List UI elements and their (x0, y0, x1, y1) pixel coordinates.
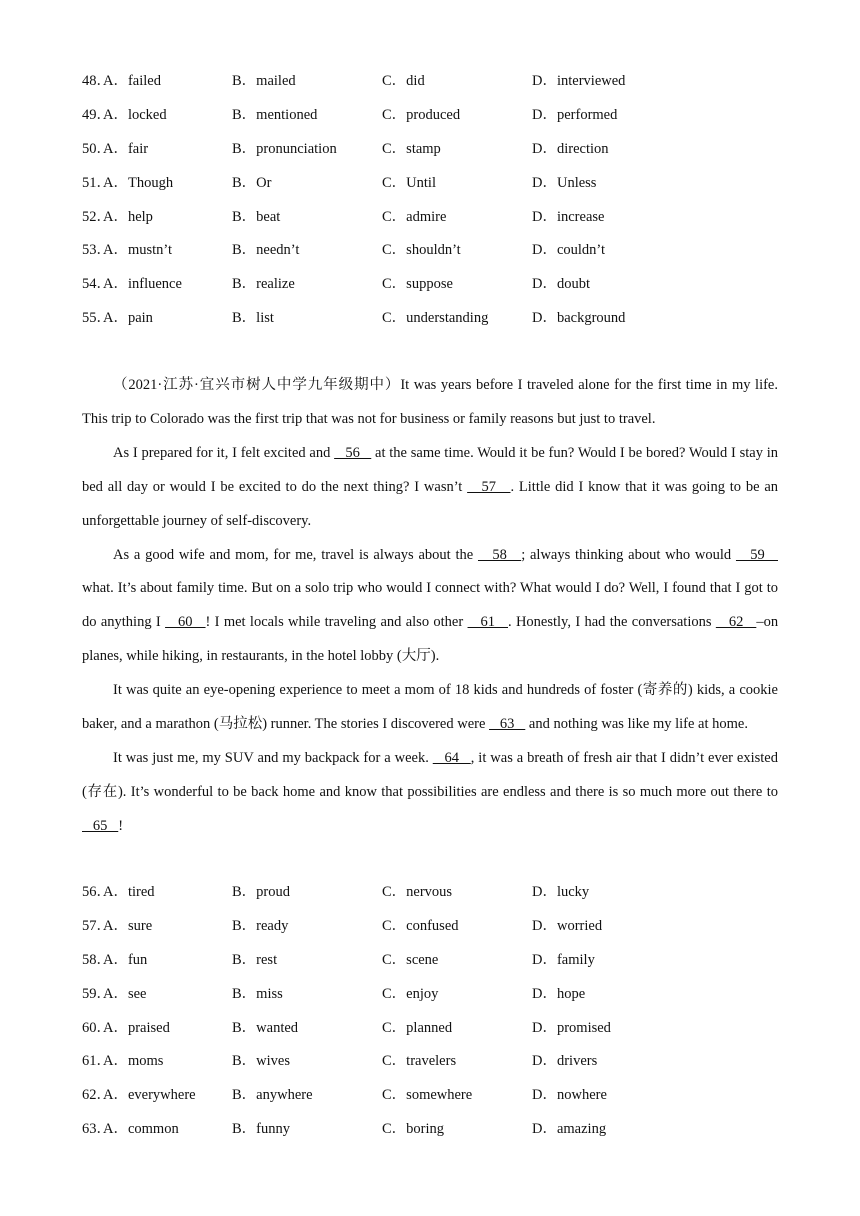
passage-text: ; always thinking about who would (521, 546, 736, 563)
blank-57: 57 (467, 478, 511, 495)
option-b: B．ready (232, 917, 289, 934)
blank-62: 62 (715, 614, 757, 631)
passage-text: ! (118, 817, 124, 834)
passage-text: and nothing was like my life at home. (525, 716, 748, 733)
option-a: A．see (103, 985, 147, 1002)
option-c: C．did (382, 73, 425, 89)
option-a: A．failed (103, 73, 161, 89)
option-d: D．family (532, 951, 595, 968)
question-row-55 (82, 302, 782, 336)
passage-text: It was quite an eye-opening experience to meet a mom of 18 kids and hundreds of foster (寄养的) kids, a cookie baker, and a marathon (马拉松) runner. The stories I discovered were (82, 682, 778, 733)
option-c: C．shouldn’t (382, 242, 461, 259)
blank-63: 63 (489, 716, 526, 733)
option-c: C．planned (382, 1019, 453, 1036)
passage-text: what. It’s about family time. But on a solo trip who would I connect with? What would I do? Well, I found that I got to do anything I (82, 580, 778, 631)
question-row-63 (82, 1113, 782, 1147)
question-row-61 (82, 1045, 782, 1079)
option-d: D．amazing (532, 1121, 607, 1138)
option-b: B．wives (232, 1053, 290, 1070)
question-row-59 (82, 978, 782, 1012)
option-c: C．travelers (382, 1053, 457, 1070)
question-row-50 (82, 133, 782, 167)
option-d: D．performed (532, 106, 618, 123)
option-d: D．increase (532, 208, 605, 225)
option-a: A．pain (103, 310, 153, 327)
option-a: A．sure (103, 917, 153, 934)
option-b: B．beat (232, 208, 281, 225)
options-56-63 (82, 876, 782, 1147)
blank-61: 61 (467, 614, 508, 631)
option-b: B．list (232, 310, 274, 327)
option-c: C．somewhere (382, 1087, 473, 1104)
passage-paragraph-4 (82, 674, 778, 742)
passage-text: –on planes, while hiking, in restaurants, in the hotel lobby (大厅). (82, 614, 779, 665)
option-a: A．mustn’t (103, 242, 173, 259)
option-a: A．Though (103, 174, 174, 191)
question-row-51 (82, 167, 782, 201)
option-c: C．produced (382, 106, 461, 123)
question-number: 56． (82, 884, 111, 900)
option-b: B．Or (232, 174, 272, 191)
option-d: D．interviewed (532, 73, 626, 89)
passage-text: . Honestly, I had the conversations (508, 614, 716, 631)
question-row-49 (82, 99, 782, 133)
passage-paragraph-3 (82, 539, 778, 675)
option-b: B．needn’t (232, 242, 300, 259)
question-number: 60． (82, 1019, 111, 1036)
option-b: B．pronunciation (232, 140, 337, 157)
option-c: C．enjoy (382, 985, 439, 1002)
option-a: A．locked (103, 106, 167, 123)
question-number: 48． (82, 73, 111, 89)
option-b: B．rest (232, 951, 278, 968)
question-number: 63． (82, 1121, 111, 1138)
option-a: A．moms (103, 1053, 164, 1070)
options-48-55 (82, 65, 782, 336)
option-c: C．stamp (382, 140, 441, 157)
question-row-62 (82, 1079, 782, 1113)
option-b: B．mailed (232, 73, 296, 89)
option-a: A．common (103, 1121, 179, 1138)
blank-59: 59 (735, 546, 778, 563)
passage-text: at the same time. Would it be fun? Would I be bored? Would I stay in bed all day or would I be excited to do the next thing? I wasn’t (82, 444, 778, 495)
option-a: A．fun (103, 951, 148, 968)
blank-56: 56 (334, 444, 372, 461)
passage-text: . Little did I know that it was going to be an unforgettable journey of self-discovery. (82, 478, 779, 529)
option-a: A．tired (103, 884, 155, 900)
question-number: 49． (82, 106, 111, 123)
option-b: B．funny (232, 1121, 290, 1138)
question-number: 50． (82, 140, 111, 157)
option-d: D．direction (532, 140, 609, 157)
option-d: D．nowhere (532, 1087, 607, 1104)
option-a: A．everywhere (103, 1087, 196, 1104)
option-a: A．help (103, 208, 153, 225)
option-b: B．anywhere (232, 1087, 313, 1104)
passage-text: It was just me, my SUV and my backpack for a week. (113, 749, 433, 766)
blank-65: 65 (82, 817, 119, 834)
blank-58: 58 (477, 546, 522, 563)
option-b: B．miss (232, 985, 283, 1002)
option-a: A．praised (103, 1019, 170, 1036)
option-d: D．background (532, 310, 626, 327)
option-c: C．nervous (382, 884, 453, 900)
question-row-57 (82, 910, 782, 944)
question-row-60 (82, 1012, 782, 1046)
passage-paragraph-1 (82, 369, 778, 437)
question-row-58 (82, 944, 782, 978)
option-c: C．boring (382, 1121, 445, 1138)
passage-paragraph-5 (82, 742, 778, 844)
question-row-56 (82, 876, 782, 910)
blank-64: 64 (432, 749, 471, 766)
option-c: C．admire (382, 208, 447, 225)
option-d: D．worried (532, 917, 603, 934)
question-number: 58． (82, 951, 111, 968)
option-d: D．promised (532, 1019, 611, 1036)
option-b: B．mentioned (232, 106, 318, 123)
option-a: A．influence (103, 276, 182, 293)
option-a: A．fair (103, 140, 149, 157)
passage-text: As I prepared for it, I felt excited and (113, 444, 335, 461)
passage-text: , it was a breath of fresh air that I didn’t ever existed (存在). It’s wonderful to be back home and know that possibilities are endless and there is so much more out there to (82, 749, 778, 800)
option-d: D．drivers (532, 1053, 598, 1070)
option-b: B．proud (232, 884, 290, 900)
passage-text: As a good wife and mom, for me, travel is always about the (113, 546, 478, 563)
option-d: D．doubt (532, 276, 590, 293)
passage-text: ! I met locals while traveling and also other (205, 614, 468, 631)
question-number: 53． (82, 242, 111, 259)
question-number: 54． (82, 276, 111, 293)
blank-60: 60 (165, 614, 206, 631)
question-number: 57． (82, 917, 111, 934)
question-number: 62． (82, 1087, 111, 1104)
question-row-48 (82, 65, 782, 99)
option-c: C．suppose (382, 276, 453, 293)
option-b: B．wanted (232, 1019, 299, 1036)
passage-text: （2021·江苏·宜兴市树人中学九年级期中）It was years before I traveled alone for the first time in my life. This trip to Colorado was the first trip that was not for business or family reasons but just to travel. (82, 377, 778, 427)
option-d: D．lucky (532, 884, 590, 900)
question-row-52 (82, 201, 782, 235)
reading-passage (82, 369, 778, 844)
question-number: 51． (82, 174, 111, 191)
option-d: D．hope (532, 985, 586, 1002)
question-row-54 (82, 268, 782, 302)
option-c: C．understanding (382, 310, 489, 327)
option-c: C．Until (382, 174, 436, 191)
option-c: C．scene (382, 951, 439, 968)
question-number: 55． (82, 310, 111, 327)
option-b: B．realize (232, 276, 295, 293)
passage-paragraph-2 (82, 437, 778, 539)
question-number: 52． (82, 208, 111, 225)
question-row-53 (82, 234, 782, 268)
option-d: D．couldn’t (532, 242, 606, 259)
option-d: D．Unless (532, 174, 597, 191)
option-c: C．confused (382, 917, 459, 934)
question-number: 59． (82, 985, 111, 1002)
question-number: 61． (82, 1053, 111, 1070)
